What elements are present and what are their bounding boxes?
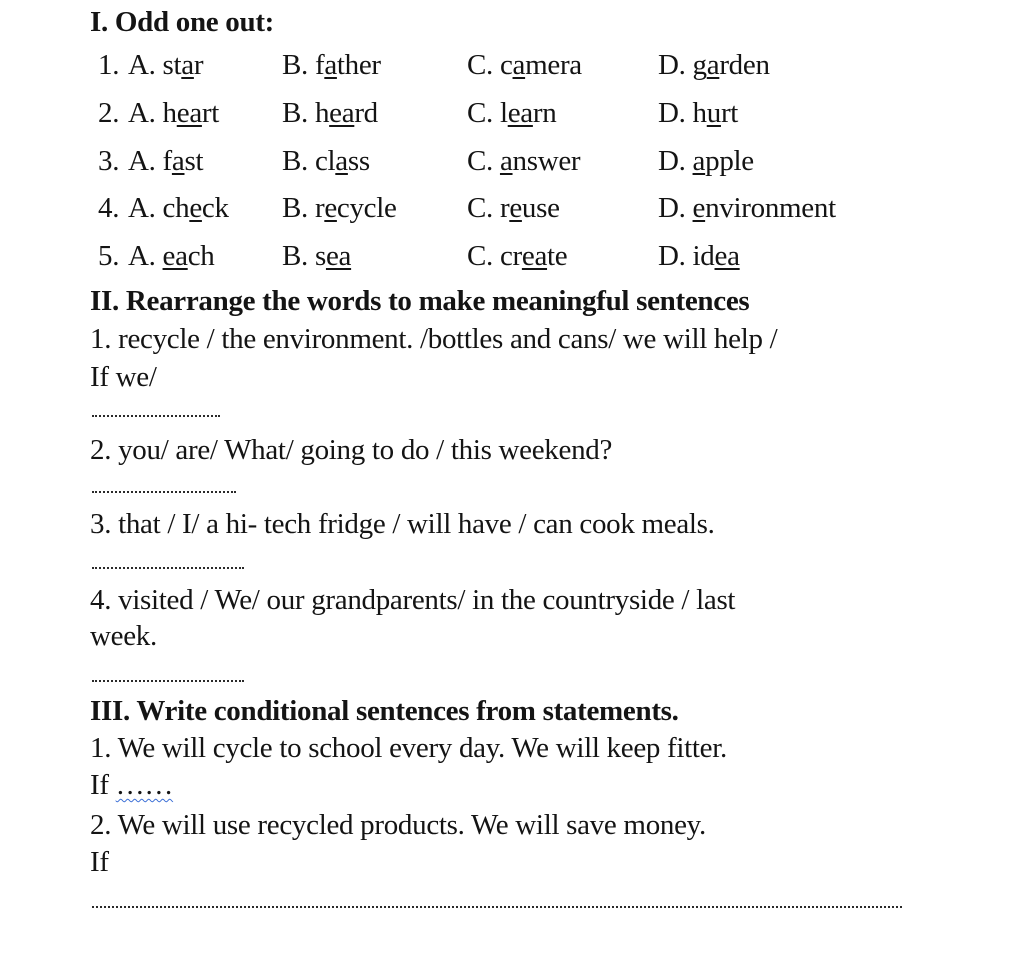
option-underlined-sound: u bbox=[706, 97, 721, 129]
option-word-end: ss bbox=[347, 145, 370, 177]
question-4-option-c[interactable] bbox=[467, 191, 560, 225]
option-word-start: f bbox=[162, 145, 172, 177]
option-word-start: cl bbox=[314, 145, 336, 177]
top-edge-dashes bbox=[540, 0, 690, 3]
option-underlined-sound: a bbox=[499, 145, 513, 177]
option-underlined-sound: ea bbox=[329, 97, 355, 129]
answer-line-1[interactable] bbox=[92, 415, 220, 417]
option-underlined-sound: e bbox=[324, 192, 337, 224]
option-letter: C. bbox=[467, 97, 493, 129]
option-underlined-sound: ea bbox=[162, 240, 188, 272]
option-underlined-sound: a bbox=[692, 145, 706, 177]
rearrange-item-1-line1: 1. recycle / the environment. /bottles and cans/ we will help / bbox=[90, 323, 778, 355]
option-underlined-sound: ea bbox=[325, 240, 352, 272]
option-letter: A. bbox=[128, 49, 156, 81]
option-letter: A. bbox=[128, 240, 156, 272]
rearrange-item-1-line2: If we/ bbox=[90, 361, 157, 393]
option-letter: B. bbox=[282, 97, 308, 129]
answer-line-3[interactable] bbox=[92, 567, 244, 569]
rearrange-item-3: 3. that / I/ a hi- tech fridge / will have / can cook meals. bbox=[90, 508, 715, 540]
option-underlined-sound: e bbox=[189, 192, 202, 224]
option-word-start: c bbox=[499, 49, 513, 81]
option-word-end: use bbox=[521, 192, 560, 224]
question-3-option-a[interactable] bbox=[128, 144, 203, 178]
option-word-end: r bbox=[193, 49, 204, 81]
option-letter: D. bbox=[658, 49, 686, 81]
option-underlined-sound: a bbox=[512, 49, 526, 81]
option-word-start: h bbox=[692, 97, 707, 129]
option-word-end: rt bbox=[720, 97, 739, 129]
option-word-start: cr bbox=[499, 240, 522, 272]
question-2-option-c[interactable] bbox=[467, 96, 556, 130]
option-word-end: rd bbox=[354, 97, 378, 129]
conditional-item-2-prompt[interactable]: If bbox=[90, 846, 109, 878]
option-word-end: rt bbox=[201, 97, 220, 129]
option-word-end: pple bbox=[705, 145, 754, 177]
option-word-end: nswer bbox=[512, 145, 581, 177]
option-word-start: ch bbox=[162, 192, 190, 224]
option-underlined-sound: ea bbox=[521, 240, 548, 272]
question-3-number: 3. bbox=[98, 145, 120, 177]
option-letter: B. bbox=[282, 240, 308, 272]
option-word-end: rn bbox=[532, 97, 557, 129]
option-letter: A. bbox=[128, 145, 156, 177]
option-word-start: f bbox=[314, 49, 325, 81]
question-3-option-c[interactable] bbox=[467, 144, 580, 178]
option-underlined-sound: a bbox=[335, 145, 348, 177]
conditional-item-1-if: If bbox=[90, 769, 109, 801]
section-3-title: III. Write conditional sentences from statements. bbox=[90, 695, 679, 727]
option-word-start: r bbox=[499, 192, 510, 224]
option-word-start: r bbox=[314, 192, 325, 224]
conditional-item-2: 2. We will use recycled products. We will save money. bbox=[90, 809, 706, 841]
option-letter: B. bbox=[282, 192, 308, 224]
rearrange-item-4-line2: week. bbox=[90, 620, 157, 652]
conditional-item-1-dots: …… bbox=[115, 769, 174, 801]
option-underlined-sound: a bbox=[181, 49, 194, 81]
option-word-start: g bbox=[692, 49, 707, 81]
question-2-option-a[interactable] bbox=[128, 96, 219, 130]
option-word-start: s bbox=[314, 240, 326, 272]
question-1-option-b[interactable] bbox=[282, 48, 381, 82]
option-word-end: te bbox=[547, 240, 568, 272]
option-underlined-sound: ea bbox=[714, 240, 740, 272]
option-word-start: l bbox=[499, 97, 508, 129]
option-underlined-sound: ea bbox=[507, 97, 533, 129]
question-5-option-b[interactable] bbox=[282, 239, 351, 273]
answer-line-4[interactable] bbox=[92, 680, 244, 682]
question-4-option-b[interactable] bbox=[282, 191, 397, 225]
section-2-title: II. Rearrange the words to make meaningful sentences bbox=[90, 285, 750, 317]
conditional-item-1: 1. We will cycle to school every day. We will keep fitter. bbox=[90, 732, 727, 764]
question-4-number: 4. bbox=[98, 192, 120, 224]
question-3-option-b[interactable] bbox=[282, 144, 370, 178]
option-word-end: nvironment bbox=[705, 192, 836, 224]
answer-line-5[interactable] bbox=[92, 906, 902, 908]
option-word-end: rden bbox=[719, 49, 770, 81]
option-word-end: st bbox=[184, 145, 204, 177]
question-1-option-a[interactable] bbox=[128, 48, 203, 82]
option-underlined-sound: e bbox=[509, 192, 522, 224]
option-letter: D. bbox=[658, 97, 686, 129]
option-word-end: ch bbox=[187, 240, 215, 272]
option-letter: C. bbox=[467, 240, 493, 272]
rearrange-item-4-line1: 4. visited / We/ our grandparents/ in the countryside / last bbox=[90, 584, 736, 616]
option-letter: B. bbox=[282, 49, 308, 81]
option-word-start: h bbox=[314, 97, 330, 129]
option-word-end: ther bbox=[336, 49, 381, 81]
option-word-end: cycle bbox=[336, 192, 397, 224]
option-letter: B. bbox=[282, 145, 308, 177]
option-underlined-sound: ea bbox=[176, 97, 202, 129]
question-3-option-d[interactable] bbox=[658, 144, 754, 178]
option-letter: D. bbox=[658, 192, 686, 224]
option-underlined-sound: a bbox=[706, 49, 720, 81]
question-2-option-b[interactable] bbox=[282, 96, 378, 130]
question-2-number: 2. bbox=[98, 97, 120, 129]
question-1-option-c[interactable] bbox=[467, 48, 582, 82]
question-2-option-d[interactable] bbox=[658, 96, 738, 130]
option-word-end: ck bbox=[201, 192, 229, 224]
question-5-option-d[interactable] bbox=[658, 239, 740, 273]
option-letter: C. bbox=[467, 145, 493, 177]
rearrange-item-2: 2. you/ are/ What/ going to do / this weekend? bbox=[90, 434, 613, 466]
option-word-start: h bbox=[162, 97, 177, 129]
option-letter: C. bbox=[467, 49, 493, 81]
conditional-item-1-prompt[interactable] bbox=[90, 768, 173, 802]
question-1-number: 1. bbox=[98, 49, 120, 81]
option-letter: A. bbox=[128, 192, 156, 224]
question-4-option-d[interactable] bbox=[658, 191, 836, 225]
option-underlined-sound: a bbox=[171, 145, 185, 177]
question-1-option-d[interactable] bbox=[658, 48, 770, 82]
option-letter: A. bbox=[128, 97, 156, 129]
option-word-start: st bbox=[162, 49, 182, 81]
question-5-number: 5. bbox=[98, 240, 120, 272]
answer-line-2[interactable] bbox=[92, 491, 236, 493]
option-letter: C. bbox=[467, 192, 493, 224]
option-underlined-sound: a bbox=[324, 49, 337, 81]
option-word-start: id bbox=[692, 240, 715, 272]
option-underlined-sound: e bbox=[692, 192, 706, 224]
option-letter: D. bbox=[658, 145, 686, 177]
section-1-title: I. Odd one out: bbox=[90, 6, 275, 38]
option-letter: D. bbox=[658, 240, 686, 272]
question-4-option-a[interactable] bbox=[128, 191, 229, 225]
option-word-end: mera bbox=[525, 49, 582, 81]
question-5-option-c[interactable] bbox=[467, 239, 567, 273]
question-5-option-a[interactable] bbox=[128, 239, 214, 273]
